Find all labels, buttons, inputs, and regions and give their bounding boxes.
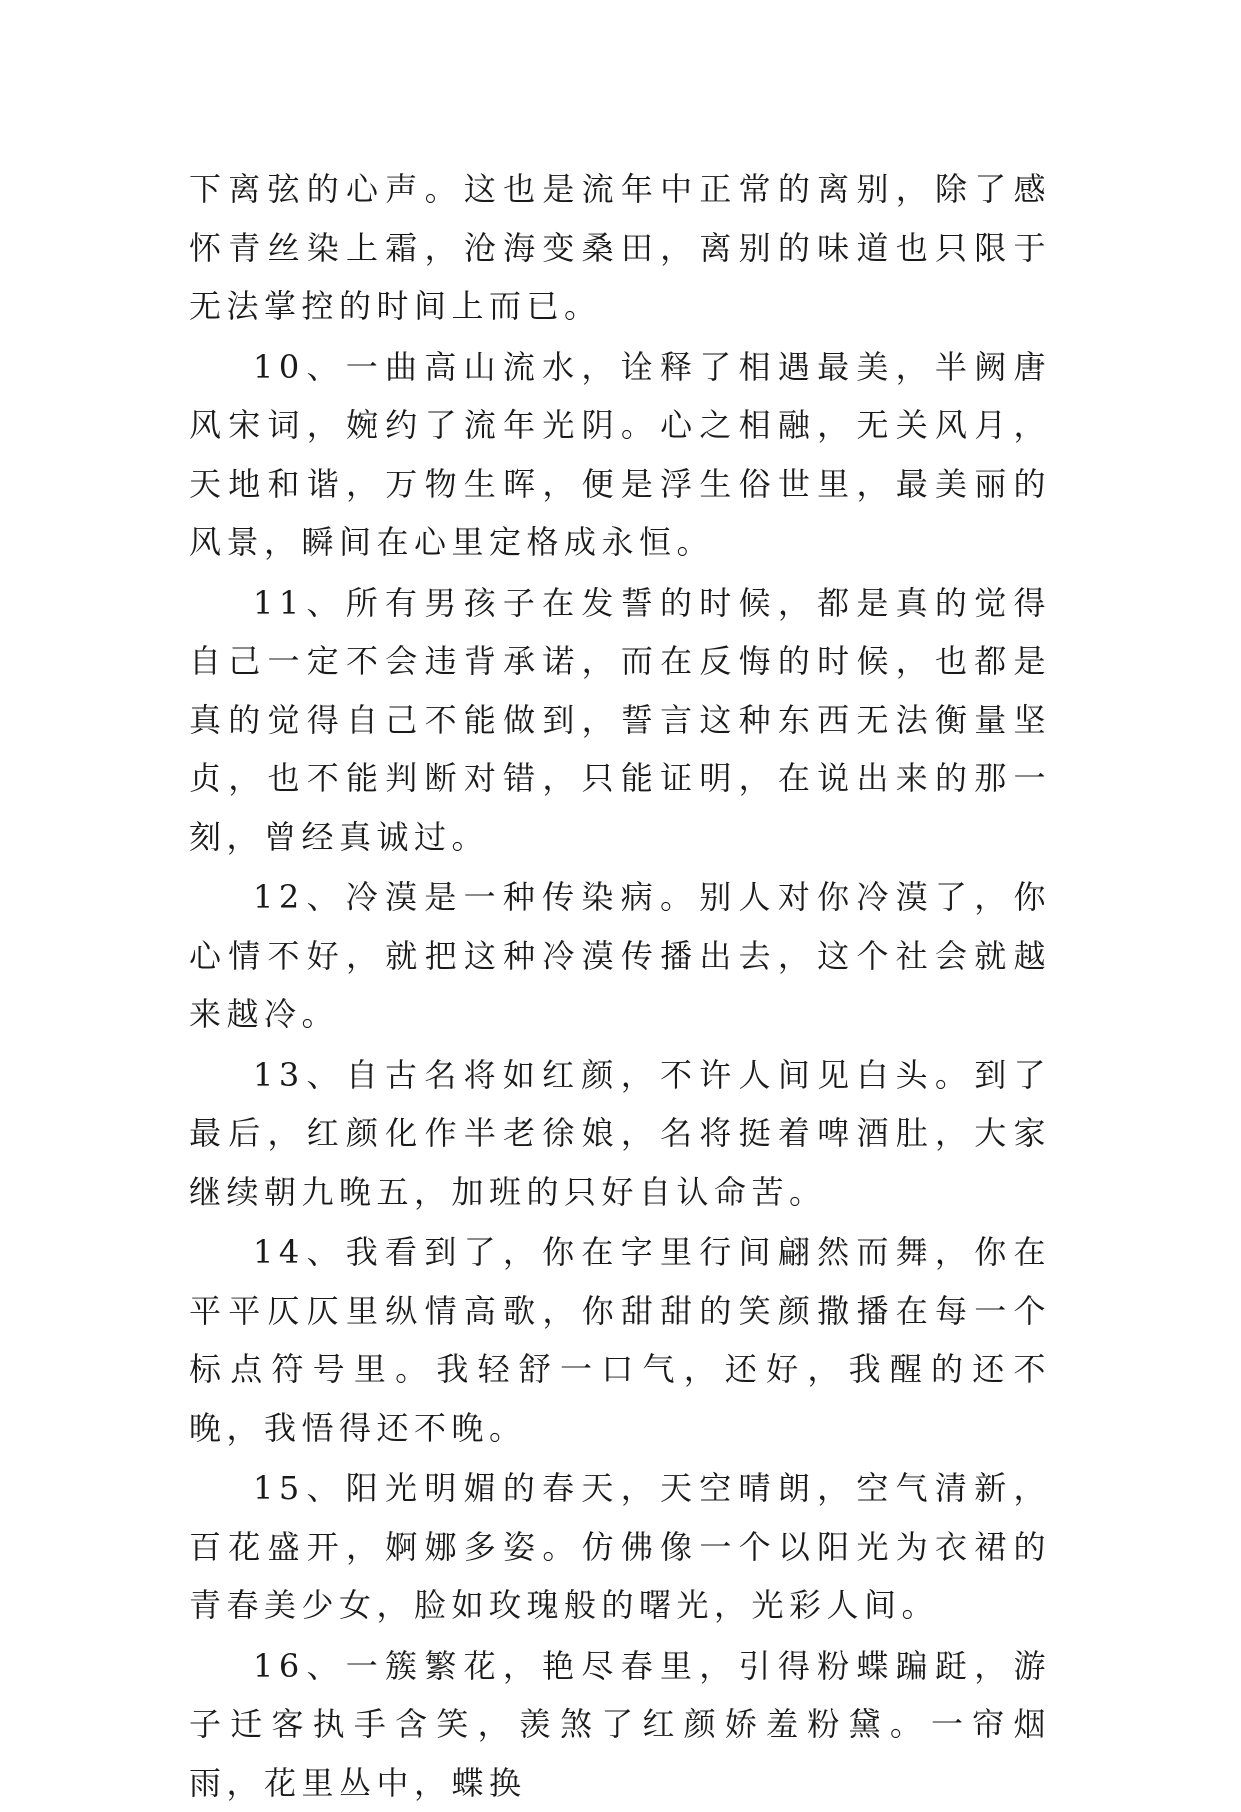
paragraph-14: 14、我看到了，你在字里行间翩然而舞，你在平平仄仄里纵情高歌，你甜甜的笑颜撒播在每一个标点符号里。我轻舒一口气，还好，我醒的还不晚，我悟得还不晚。 xyxy=(189,1223,1051,1457)
paragraph-continuation: 下离弦的心声。这也是流年中正常的离别，除了感怀青丝染上霜，沧海变桑田，离别的味道也只限于无法掌控的时间上而已。 xyxy=(189,160,1051,336)
paragraph-11: 11、所有男孩子在发誓的时候，都是真的觉得自己一定不会违背承诺，而在反悔的时候，也都是真的觉得自己不能做到，誓言这种东西无法衡量坚贞，也不能判断对错，只能证明，在说出来的那一刻，曾经真诚过。 xyxy=(189,574,1051,867)
paragraph-13: 13、自古名将如红颜，不许人间见白头。到了最后，红颜化作半老徐娘，名将挺着啤酒肚，大家继续朝九晚五，加班的只好自认命苦。 xyxy=(189,1046,1051,1222)
body-text xyxy=(189,160,1051,1812)
paragraph-10: 10、一曲高山流水，诠释了相遇最美，半阙唐风宋词，婉约了流年光阴。心之相融，无关风月，天地和谐，万物生晖，便是浮生俗世里，最美丽的风景，瞬间在心里定格成永恒。 xyxy=(189,338,1051,572)
paragraph-16: 16、一簇繁花，艳尽春里，引得粉蝶蹁跹，游子迁客执手含笑，羡煞了红颜娇羞粉黛。一帘烟雨，花里丛中，蝶换 xyxy=(189,1637,1051,1812)
paragraph-12: 12、冷漠是一种传染病。别人对你冷漠了，你心情不好，就把这种冷漠传播出去，这个社会就越来越冷。 xyxy=(189,868,1051,1044)
paragraph-15: 15、阳光明媚的春天，天空晴朗，空气清新，百花盛开，婀娜多姿。仿佛像一个以阳光为衣裙的青春美少女，脸如玫瑰般的曙光，光彩人间。 xyxy=(189,1459,1051,1635)
